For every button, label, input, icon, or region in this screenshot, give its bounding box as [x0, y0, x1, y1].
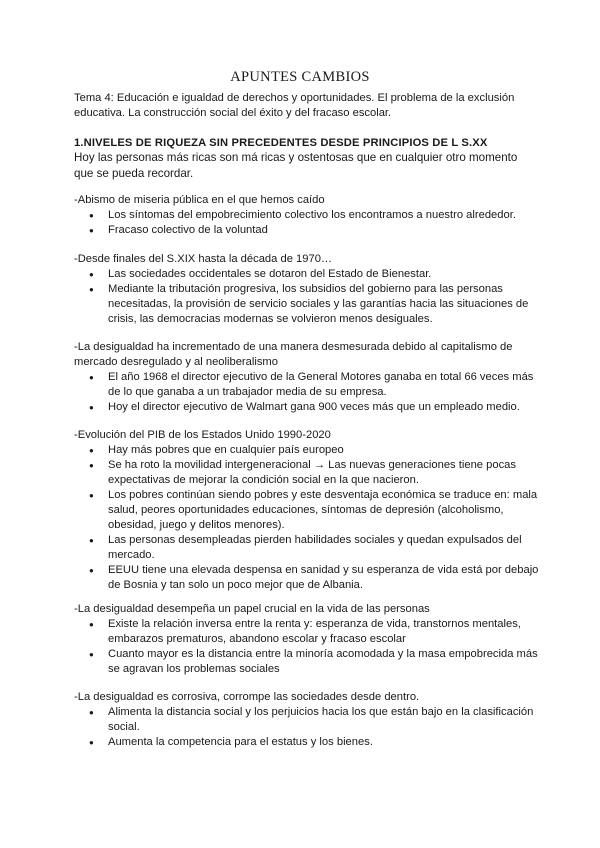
notes-section — [74, 602, 544, 677]
section-lead: -Evolución del PIB de los Estados Unido 1990-2020 — [74, 429, 331, 441]
bullet-item: ● Cuanto mayor es la distancia entre la minoría acomodada y la masa empobrecida más se agravan los problemas sociales — [74, 647, 544, 677]
bullet-item: ● Hay más pobres que en cualquier país europeo — [74, 443, 544, 458]
notes-section — [74, 340, 544, 415]
bullet-item: ● Existe la relación inversa entre la renta y: esperanza de vida, transtornos mentales, embarazos prematuros, abandono escolar y fracaso escolar — [74, 617, 544, 647]
bullet-item: ● Alimenta la distancia social y los perjuicios hacia los que están bajo en la clasificación social. — [74, 705, 544, 735]
bullet-item: ● Se ha roto la movilidad intergeneracional → Las nuevas generaciones tiene pocas expectativas de mejorar la condición social en la que nacieron. — [74, 458, 544, 488]
section-lead: -Desde finales del S.XIX hasta la década de 1970… — [74, 253, 333, 265]
bullet-item: ● EEUU tiene una elevada despensa en sanidad y su esperanza de vida está por debajo de Bosnia y tan solo un poco mejor que de Albania. — [74, 563, 544, 593]
section-lead: -Abismo de miseria pública en el que hemos caído — [74, 194, 325, 206]
document-title: APUNTES CAMBIOS — [230, 69, 370, 85]
bullet-item: ● Los pobres continúan siendo pobres y este desventaja económica se traduce en: mala salud, peores oportunidades educaciones, síntomas de depresión (alcoholismo, obesidad, juego y delitos menores). — [74, 488, 544, 533]
bullet-item: ● Aumenta la competencia para el estatus y los bienes. — [74, 735, 544, 750]
bullet-list — [74, 443, 544, 593]
notes-section — [74, 690, 544, 750]
bullet-list — [74, 208, 544, 238]
bullet-item: ● Las sociedades occidentales se dotaron del Estado de Bienestar. — [74, 267, 544, 282]
notes-section — [74, 252, 544, 327]
bullet-list — [74, 267, 544, 327]
bullet-item: ● Los síntomas del empobrecimiento colectivo los encontramos a nuestro alrededor. — [74, 208, 544, 223]
section-lead: -La desigualdad ha incrementado de una manera desmesurada debido al capitalismo de mercado desregulado y al neoliberalismo — [74, 341, 513, 368]
section-lead: -La desigualdad es corrosiva, corrompe las sociedades desde dentro. — [74, 691, 420, 703]
notes-section — [74, 193, 544, 238]
document-subtitle: Tema 4: Educación e igualdad de derechos y oportunidades. El problema de la exclusión educativa. La construcción social del éxito y del fracaso escolar. — [74, 92, 515, 119]
bullet-list — [74, 370, 544, 415]
bullet-item: ● Las personas desempleadas pierden habilidades sociales y quedan expulsados del mercado. — [74, 533, 544, 563]
bullet-item: ● Hoy el director ejecutivo de Walmart gana 900 veces más que un empleado medio. — [74, 400, 544, 415]
bullet-item: ● Fracaso colectivo de la voluntad — [74, 223, 544, 238]
bullet-item: ● Mediante la tributación progresiva, los subsidios del gobierno para las personas necesitadas, la provisión de servicio sociales y las garantías hacia las situaciones de crisis, las democracias modernas se volvieron menos desiguales. — [74, 282, 544, 327]
section-heading: 1.NIVELES DE RIQUEZA SIN PRECEDENTES DESDE PRINCIPIOS DE L S.XX — [74, 137, 488, 149]
section-lead: -La desigualdad desempeña un papel crucial en la vida de las personas — [74, 603, 430, 615]
bullet-list — [74, 705, 544, 750]
intro-paragraph: Hoy las personas más ricas son má ricas y ostentosas que en cualquier otro momento que se pueda recordar. — [74, 151, 518, 180]
notes-section — [74, 428, 544, 593]
bullet-item: ● El año 1968 el director ejecutivo de la General Motores ganaba en total 66 veces más de lo que ganaba a un trabajador media de su empresa. — [74, 370, 544, 400]
bullet-list — [74, 617, 544, 677]
